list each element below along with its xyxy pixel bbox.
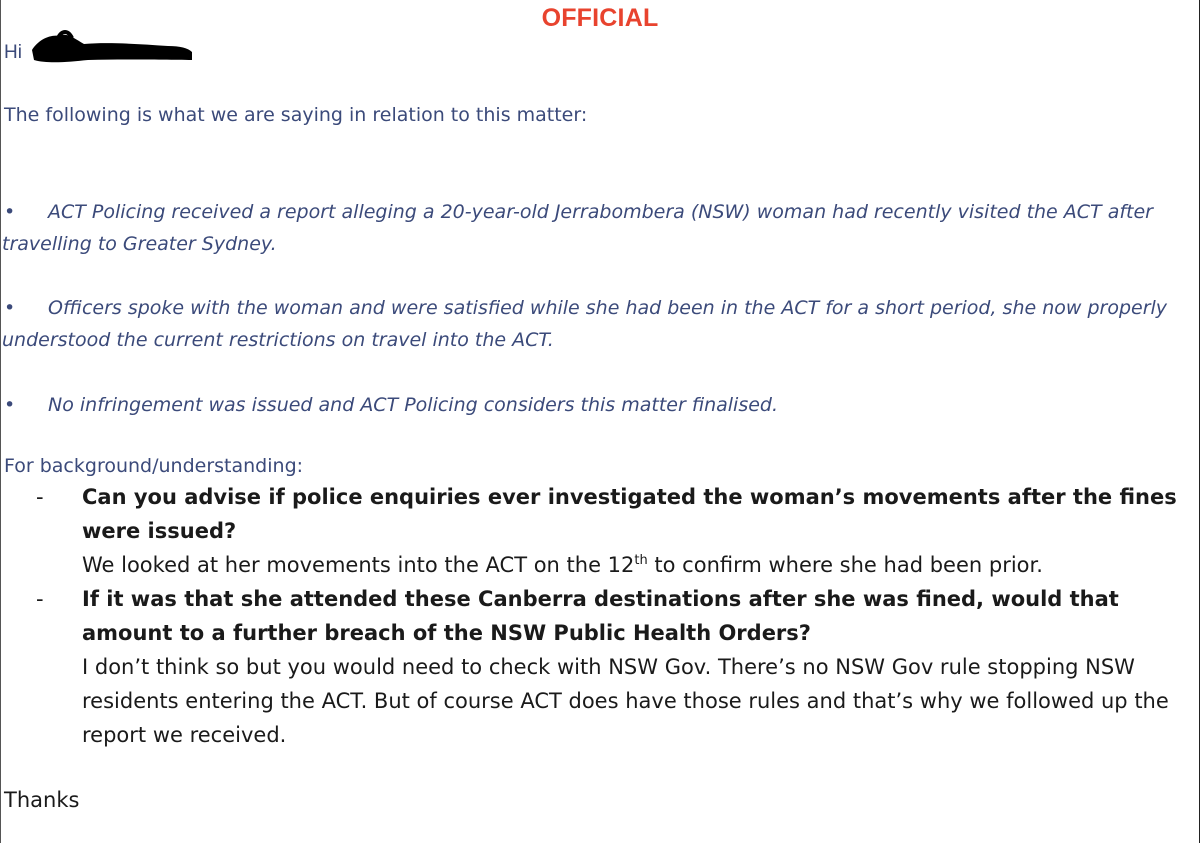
bullet-item-1: [2, 196, 1182, 260]
dash-marker: -: [36, 485, 44, 509]
redaction-scribble: [28, 30, 194, 66]
greeting: [4, 42, 22, 64]
question-text: If it was that she attended these Canberra destinations after she was fined, would that amount to a further breach of the NSW Public Health Orders?: [82, 587, 1119, 645]
qa-list: [36, 480, 1186, 752]
intro-text: The following is what we are saying in relation to this matter:: [4, 104, 588, 126]
answer-text: [82, 548, 1186, 582]
dash-marker: -: [36, 587, 44, 611]
signoff: Thanks: [4, 788, 80, 812]
bullet-text: Officers spoke with the woman and were satisfied while she had been in the ACT for a short period, she now properly understood the current restrictions on travel into the ACT.: [2, 297, 1168, 351]
answer-part: to confirm where she had been prior.: [647, 553, 1043, 577]
bullet-item-2: [2, 292, 1182, 356]
bullet-text: No infringement was issued and ACT Policing considers this matter finalised.: [48, 394, 779, 416]
bullet-dot: •: [4, 297, 16, 319]
classification-label: OFFICIAL: [541, 4, 659, 32]
bullet-dot: •: [4, 394, 16, 416]
greeting-text: Hi: [4, 42, 22, 63]
qa-item-1: [36, 480, 1186, 582]
qa-item-2: [36, 582, 1186, 752]
question-text: Can you advise if police enquiries ever investigated the woman’s movements after the fines were issued?: [82, 485, 1177, 543]
bullet-item-3: [2, 389, 1182, 421]
bullet-dot: •: [4, 201, 16, 223]
bullet-text: ACT Policing received a report alleging a 20-year-old Jerrabombera (NSW) woman had recently visited the ACT after travelling to Greater Sydney.: [2, 201, 1153, 255]
ordinal-suffix: th: [634, 553, 648, 568]
background-heading: For background/understanding:: [4, 455, 304, 477]
answer-part: We looked at her movements into the ACT on the 12: [82, 553, 635, 577]
answer-text: I don’t think so but you would need to check with NSW Gov. There’s no NSW Gov rule stopping NSW residents entering the ACT. But of course ACT does have those rules and that’s why we followed up the report we received.: [82, 655, 1169, 747]
